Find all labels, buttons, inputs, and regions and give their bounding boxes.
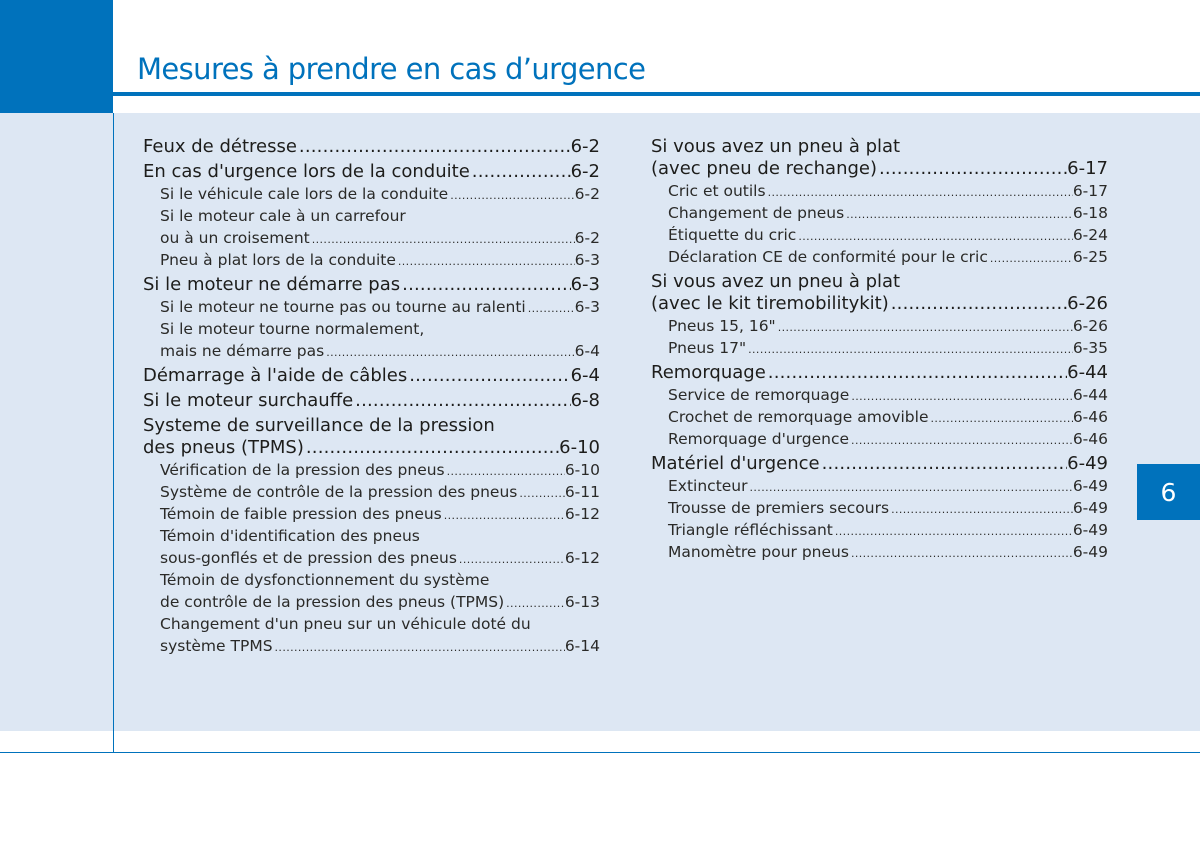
toc-subentry[interactable] (143, 296, 600, 318)
toc-subentry[interactable] (651, 384, 1108, 406)
dot-leader (444, 503, 565, 527)
toc-entry-label: Si le véhicule cale lors de la conduite (160, 185, 449, 203)
toc-entry-page: 6-14 (564, 637, 600, 655)
dot-leader (778, 315, 1073, 339)
toc-entry-page: 6-17 (1072, 182, 1108, 200)
toc-entry[interactable] (143, 390, 600, 412)
toc-entry[interactable] (651, 453, 1108, 475)
toc-entry[interactable] (143, 365, 600, 387)
dot-leader (835, 519, 1073, 543)
dot-leader (748, 337, 1073, 361)
toc-subentry[interactable] (143, 249, 600, 271)
toc-entry-label: Service de remorquage (668, 386, 850, 404)
toc-entry-label: Extincteur (668, 477, 748, 495)
toc-entry-label: sous-gonflés et de pression des pneus (160, 549, 457, 567)
toc-subentry-line[interactable]: Si le moteur cale à un carrefour (160, 207, 406, 225)
toc-subentry[interactable] (651, 428, 1108, 450)
toc-entry-page: 6-2 (570, 136, 600, 157)
toc-subentry[interactable] (143, 227, 600, 249)
dot-leader (891, 497, 1073, 521)
toc-subentry[interactable] (143, 340, 600, 362)
toc-entry-page: 6-49 (1067, 453, 1108, 474)
corner-color-block (0, 0, 113, 113)
dot-leader (447, 459, 565, 483)
dot-leader (459, 547, 565, 571)
chapter-tab[interactable]: 6 (1137, 464, 1200, 520)
toc-entry-page: 6-3 (574, 298, 600, 316)
toc-entry-label: système TPMS (160, 637, 273, 655)
toc-entry-label: Triangle réfléchissant (668, 521, 833, 539)
toc-entry-page: 6-49 (1072, 499, 1108, 517)
dot-leader (398, 249, 575, 273)
dot-leader (990, 246, 1073, 270)
dot-leader (851, 541, 1073, 565)
toc-entry-page: 6-2 (574, 229, 600, 247)
toc-subentry[interactable] (143, 547, 600, 569)
toc-entry-page: 6-46 (1072, 430, 1108, 448)
toc-entry-label: (avec pneu de rechange) (651, 158, 878, 179)
toc-entry-page: 6-11 (564, 483, 600, 501)
toc-entry-label: Pneus 15, 16" (668, 317, 776, 335)
toc-entry-page: 6-49 (1072, 543, 1108, 561)
toc-entry-page: 6-3 (574, 251, 600, 269)
toc-entry-label: Crochet de remorquage amovible (668, 408, 929, 426)
toc-entry-label: En cas d'urgence lors de la conduite (143, 161, 470, 182)
toc-subentry[interactable] (651, 246, 1108, 268)
dot-leader (768, 362, 1067, 384)
toc-subentry-line[interactable]: Changement d'un pneu sur un véhicule doté du (160, 615, 531, 633)
toc-entry-line[interactable]: Systeme de surveillance de la pression (143, 415, 495, 436)
toc-subentry-line[interactable]: Témoin de dysfonctionnement du système (160, 571, 490, 589)
dot-leader (851, 384, 1073, 408)
toc-entry-page: 6-2 (574, 185, 600, 203)
toc-entry-page: 6-24 (1072, 226, 1108, 244)
dot-leader (506, 591, 565, 615)
toc-column-left (143, 136, 600, 657)
toc-entry-page: 6-13 (564, 593, 600, 611)
toc-subentry[interactable] (651, 475, 1108, 497)
toc-entry-page: 6-2 (570, 161, 600, 182)
dot-leader (409, 365, 570, 387)
toc-entry-line[interactable]: Si vous avez un pneu à plat (651, 271, 901, 292)
dot-leader (402, 274, 570, 296)
dot-leader (519, 481, 564, 505)
toc-entry-label: Remorquage (651, 362, 766, 383)
toc-entry-label: Matériel d'urgence (651, 453, 820, 474)
toc-entry-label: Pneu à plat lors de la conduite (160, 251, 396, 269)
toc-entry-page: 6-46 (1072, 408, 1108, 426)
dot-leader (891, 293, 1067, 315)
toc-entry-label: Déclaration CE de conformité pour le cric (668, 248, 988, 266)
toc-column-right (651, 136, 1108, 563)
toc-entry-label: Feux de détresse (143, 136, 297, 157)
toc-subentry[interactable] (651, 519, 1108, 541)
toc-entry-page: 6-12 (564, 505, 600, 523)
toc-entry-line[interactable]: Si vous avez un pneu à plat (651, 136, 901, 157)
toc-subentry[interactable] (143, 591, 600, 613)
dot-leader (450, 183, 574, 207)
toc-entry[interactable] (143, 136, 600, 158)
toc-subentry[interactable] (143, 459, 600, 481)
toc-entry-label: Système de contrôle de la pression des pneus (160, 483, 518, 501)
dot-leader (930, 406, 1072, 430)
toc-subentry[interactable] (651, 541, 1108, 563)
toc-entry-page: 6-49 (1072, 477, 1108, 495)
toc-entry-page: 6-35 (1072, 339, 1108, 357)
toc-entry-page: 6-12 (564, 549, 600, 567)
toc-subentry-line[interactable]: Si le moteur tourne normalement, (160, 320, 425, 338)
toc-entry-label: Trousse de premiers secours (668, 499, 890, 517)
toc-entry-page: 6-18 (1072, 204, 1108, 222)
title-underline (113, 92, 1200, 96)
toc-entry[interactable] (651, 293, 1108, 315)
toc-entry[interactable] (143, 274, 600, 296)
toc-entry-label: Étiquette du cric (668, 226, 797, 244)
toc-entry[interactable] (143, 161, 600, 183)
toc-subentry[interactable] (651, 497, 1108, 519)
dot-leader (750, 475, 1073, 499)
toc-subentry[interactable] (143, 503, 600, 525)
toc-entry-page: 6-8 (570, 390, 600, 411)
toc-entry-label: Démarrage à l'aide de câbles (143, 365, 408, 386)
toc-subentry-line[interactable]: Témoin d'identification des pneus (160, 527, 420, 545)
toc-entry-label: des pneus (TPMS) (143, 437, 304, 458)
toc-entry-label: Si le moteur ne tourne pas ou tourne au ralenti (160, 298, 526, 316)
toc-entry-page: 6-49 (1072, 521, 1108, 539)
toc-subentry[interactable] (651, 315, 1108, 337)
dot-leader (312, 227, 575, 251)
dot-leader (879, 158, 1067, 180)
dot-leader (846, 202, 1073, 226)
toc-entry[interactable] (651, 362, 1108, 384)
toc-entry-page: 6-4 (570, 365, 600, 386)
toc-entry[interactable] (143, 437, 600, 459)
toc-entry-page: 6-10 (564, 461, 600, 479)
dot-leader (355, 390, 570, 412)
dot-leader (851, 428, 1073, 452)
dot-leader (275, 635, 565, 659)
dot-leader (299, 136, 571, 158)
toc-entry-page: 6-26 (1067, 293, 1108, 314)
toc-entry-label: Changement de pneus (668, 204, 845, 222)
toc-entry[interactable] (651, 158, 1108, 180)
toc-subentry[interactable] (651, 224, 1108, 246)
toc-entry-page: 6-44 (1067, 362, 1108, 383)
toc-entry-page: 6-10 (559, 437, 600, 458)
toc-entry-label: mais ne démarre pas (160, 342, 325, 360)
dot-leader (528, 296, 575, 320)
toc-entry-label: Cric et outils (668, 182, 766, 200)
toc-entry-label: Manomètre pour pneus (668, 543, 849, 561)
toc-entry-label: Vérification de la pression des pneus (160, 461, 445, 479)
toc-subentry[interactable] (143, 183, 600, 205)
toc-subentry[interactable] (143, 481, 600, 503)
toc-entry-page: 6-25 (1072, 248, 1108, 266)
toc-entry-page: 6-44 (1072, 386, 1108, 404)
toc-entry-page: 6-26 (1072, 317, 1108, 335)
toc-entry-label: ou à un croisement (160, 229, 310, 247)
dot-leader (306, 437, 559, 459)
dot-leader (472, 161, 571, 183)
toc-subentry[interactable] (651, 406, 1108, 428)
toc-entry-page: 6-17 (1067, 158, 1108, 179)
bottom-rule (0, 752, 1200, 753)
toc-entry-label: Si le moteur ne démarre pas (143, 274, 401, 295)
toc-subentry[interactable] (143, 635, 600, 657)
toc-subentry[interactable] (651, 337, 1108, 359)
dot-leader (822, 453, 1068, 475)
toc-subentry[interactable] (651, 180, 1108, 202)
dot-leader (798, 224, 1073, 248)
page-title: Mesures à prendre en cas d’urgence (137, 52, 646, 86)
toc-entry-label: Remorquage d'urgence (668, 430, 850, 448)
toc-subentry[interactable] (651, 202, 1108, 224)
toc-entry-page: 6-4 (574, 342, 600, 360)
toc-entry-label: Si le moteur surchauffe (143, 390, 354, 411)
toc-entry-label: (avec le kit tiremobilitykit) (651, 293, 889, 314)
toc-entry-label: Témoin de faible pression des pneus (160, 505, 442, 523)
left-margin-rule (113, 113, 114, 753)
toc-entry-page: 6-3 (570, 274, 600, 295)
toc-entry-label: de contrôle de la pression des pneus (TPMS) (160, 593, 505, 611)
dot-leader (768, 180, 1073, 204)
dot-leader (326, 340, 574, 364)
toc-entry-label: Pneus 17" (668, 339, 747, 357)
